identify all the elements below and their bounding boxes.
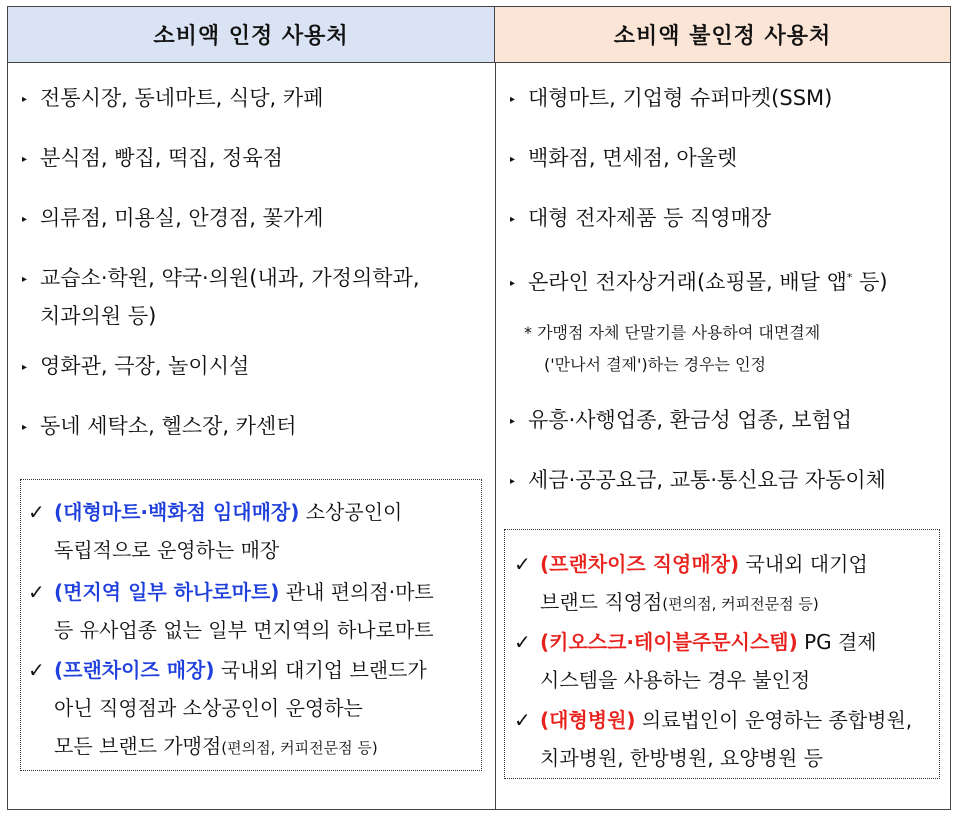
left-box-item-3: ✓ (프랜차이즈 매장) 국내외 대기업 브랜드가 xyxy=(28,653,427,687)
right-box-item-1-cont: 브랜드 직영점(편의점, 커피전문점 등) xyxy=(540,590,819,614)
bullet-icon: ▸ xyxy=(22,214,28,225)
bullet-icon: ▸ xyxy=(22,154,28,165)
bullet-icon: ▸ xyxy=(22,422,28,433)
left-item-4: ▸ 교습소·학원, 약국·의원(내과, 가정의학과, xyxy=(22,261,488,297)
bullet-icon: ▸ xyxy=(510,278,516,289)
header-not-recognized-label: 소비액 불인정 사용처 xyxy=(613,24,832,49)
left-box-item-1: ✓ (대형마트·백화점 임대매장) 소상공인이 xyxy=(28,495,402,529)
bullet-icon: ▸ xyxy=(22,274,28,285)
header-recognized xyxy=(8,7,495,63)
left-box-item-3-cont: 아닌 직영점과 소상공인이 운영하는 xyxy=(54,696,363,720)
left-item-4-cont: 치과의원 등) xyxy=(40,304,157,328)
bullet-icon: ▸ xyxy=(510,154,516,165)
left-item-2: ▸ 분식점, 빵집, 떡집, 정육점 xyxy=(22,141,283,177)
right-item-6: ▸ 세금·공공요금, 교통·통신요금 자동이체 xyxy=(510,463,886,499)
right-note-line1: * 가맹점 자체 단말기를 사용하여 대면결제 xyxy=(524,323,821,342)
left-item-5: ▸ 영화관, 극장, 놀이시설 xyxy=(22,349,249,385)
bullet-icon: ▸ xyxy=(22,362,28,373)
header-not-recognized xyxy=(495,7,950,63)
policy-table xyxy=(7,6,951,810)
check-icon: ✓ xyxy=(28,580,45,604)
left-item-1: ▸ 전통시장, 동네마트, 식당, 카페 xyxy=(22,81,323,117)
left-item-6: ▸ 동네 세탁소, 헬스장, 카센터 xyxy=(22,409,297,445)
header-recognized-label: 소비액 인정 사용처 xyxy=(153,24,349,49)
bullet-icon: ▸ xyxy=(510,94,516,105)
right-item-1: ▸ 대형마트, 기업형 슈퍼마켓(SSM) xyxy=(510,81,832,117)
bullet-icon: ▸ xyxy=(22,94,28,105)
left-box-item-2: ✓ (면지역 일부 하나로마트) 관내 편의점·마트 xyxy=(28,575,434,609)
bullet-icon: ▸ xyxy=(510,416,516,427)
right-item-5: ▸ 유흥·사행업종, 환금성 업종, 보험업 xyxy=(510,403,852,439)
left-item-3: ▸ 의류점, 미용실, 안경점, 꽃가게 xyxy=(22,201,323,237)
right-note-line2: ('만나서 결제')하는 경우는 인정 xyxy=(544,355,767,374)
check-icon: ✓ xyxy=(514,708,531,732)
right-box-item-2: ✓ (키오스크·테이블주문시스템) PG 결제 xyxy=(514,625,877,659)
left-box-item-2-cont: 등 유사업종 없는 일부 면지역의 하나로마트 xyxy=(54,618,434,642)
right-box-item-2-cont: 시스템을 사용하는 경우 불인정 xyxy=(540,668,811,692)
left-box-item-1-cont: 독립적으로 운영하는 매장 xyxy=(54,538,280,562)
column-divider xyxy=(495,63,496,809)
check-icon: ✓ xyxy=(514,552,531,576)
right-item-4: ▸ 온라인 전자상거래(쇼핑몰, 배달 앱* 등) xyxy=(510,261,888,301)
bullet-icon: ▸ xyxy=(510,476,516,487)
right-item-2: ▸ 백화점, 면세점, 아울렛 xyxy=(510,141,737,177)
check-icon: ✓ xyxy=(514,630,531,654)
right-box-item-3-cont: 치과병원, 한방병원, 요양병원 등 xyxy=(540,746,823,770)
footnote-marker: * xyxy=(846,271,853,284)
check-icon: ✓ xyxy=(28,500,45,524)
right-box-item-1: ✓ (프랜차이즈 직영매장) 국내외 대기업 xyxy=(514,547,868,581)
right-box-item-3: ✓ (대형병원) 의료법인이 운영하는 종합병원, xyxy=(514,703,912,737)
left-box-item-3-cont2: 모든 브랜드 가맹점(편의점, 커피전문점 등) xyxy=(54,734,378,758)
check-icon: ✓ xyxy=(28,658,45,682)
bullet-icon: ▸ xyxy=(510,214,516,225)
right-item-3: ▸ 대형 전자제품 등 직영매장 xyxy=(510,201,771,237)
